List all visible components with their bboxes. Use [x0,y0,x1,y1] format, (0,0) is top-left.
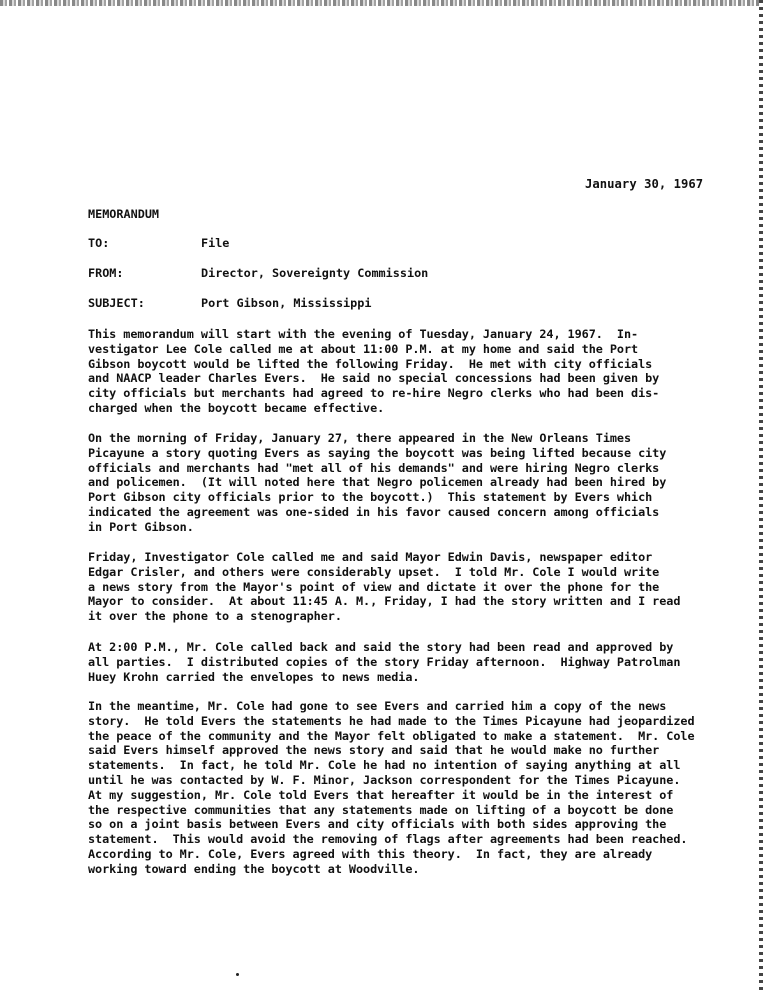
paragraph-line: statement. This would avoid the removing of flags after agreements had been reached. [88,832,688,847]
paragraph-5 [88,699,748,877]
paragraph-line: officials and merchants had "met all of his demands" and were hiring Negro clerks [88,460,660,475]
from-value: Director, Sovereignty Commission [201,266,429,280]
scan-speck [236,973,239,976]
paragraph-line: Picayune a story quoting Evers as saying the boycott was being lifted because city [88,445,667,460]
paragraph-line: In the meantime, Mr. Cole had gone to see Evers and carried him a copy of the news [88,699,667,713]
paragraph-line: Friday, Investigator Cole called me and said Mayor Edwin Davis, newspaper editor [88,550,653,564]
paragraph-line: This memorandum will start with the evening of Tuesday, January 24, 1967. In- [88,327,639,341]
paragraph-line: Mayor to consider. At about 11:45 A. M., Friday, I had the story written and I read [88,594,681,609]
paragraph-line: until he was contacted by W. F. Minor, Jackson correspondent for the Times Picayune. [88,772,681,787]
paragraph-line: At 2:00 P.M., Mr. Cole called back and said the story had been read and approved by [88,640,674,654]
paragraph-line: statements. In fact, he told Mr. Cole he had no intention of saying anything at all [88,758,681,773]
to-value: File [201,236,230,250]
paragraph-2 [88,431,748,535]
memo-heading: MEMORANDUM [88,207,160,221]
paragraph-line: and NAACP leader Charles Evers. He said no special concessions had been given by [88,371,660,386]
paragraph-line: charged when the boycott became effective. [88,400,385,415]
scan-top-edge [0,0,763,6]
paragraph-line: At my suggestion, Mr. Cole told Evers that hereafter it would be in the interest of [88,787,674,802]
paragraph-line: story. He told Evers the statements he had made to the Times Picayune had jeopardized [88,713,695,728]
paragraph-line: Port Gibson city officials prior to the boycott.) This statement by Evers which [88,490,653,505]
paragraph-line: Huey Krohn carried the envelopes to news media. [88,669,420,684]
paragraph-line: vestigator Lee Cole called me at about 11:00 P.M. at my home and said the Port [88,341,639,356]
paragraph-line: On the morning of Friday, January 27, there appeared in the New Orleans Times [88,431,632,445]
scan-right-edge [759,0,763,990]
paragraph-4 [88,640,748,684]
paragraph-line: all parties. I distributed copies of the story Friday afternoon. Highway Patrolman [88,654,681,669]
paragraph-3 [88,550,748,624]
paragraph-line: so on a joint basis between Evers and city officials with both sides approving the [88,817,667,832]
paragraph-line: and policemen. (It will noted here that Negro policemen already had been hired by [88,475,667,490]
paragraph-line: Edgar Crisler, and others were considerably upset. I told Mr. Cole I would write [88,564,660,579]
paragraph-1 [88,327,748,416]
paragraph-line: the peace of the community and the Mayor felt obligated to make a statement. Mr. Cole [88,728,695,743]
paragraph-line: Gibson boycott would be lifted the following Friday. He met with city officials [88,356,653,371]
memo-date: January 30, 1967 [585,177,704,191]
from-label: FROM: [88,266,124,280]
paragraph-line: indicated the agreement was one-sided in his favor caused concern among officials [88,504,660,519]
paragraph-line: working toward ending the boycott at Woodville. [88,861,420,876]
subject-label: SUBJECT: [88,296,145,310]
paragraph-line: a news story from the Mayor's point of view and dictate it over the phone for the [88,579,660,594]
paragraph-line: According to Mr. Cole, Evers agreed with this theory. In fact, they are already [88,846,653,861]
paragraph-line: the respective communities that any statements made on lifting of a boycott be done [88,802,674,817]
subject-value: Port Gibson, Mississippi [201,296,372,310]
paragraph-line: in Port Gibson. [88,519,194,534]
to-label: TO: [88,236,110,250]
paragraph-line: said Evers himself approved the news story and said that he would make no further [88,743,660,758]
paragraph-line: it over the phone to a stenographer. [88,609,342,624]
paragraph-line: city officials but merchants had agreed to re-hire Negro clerks who had been dis- [88,386,660,401]
